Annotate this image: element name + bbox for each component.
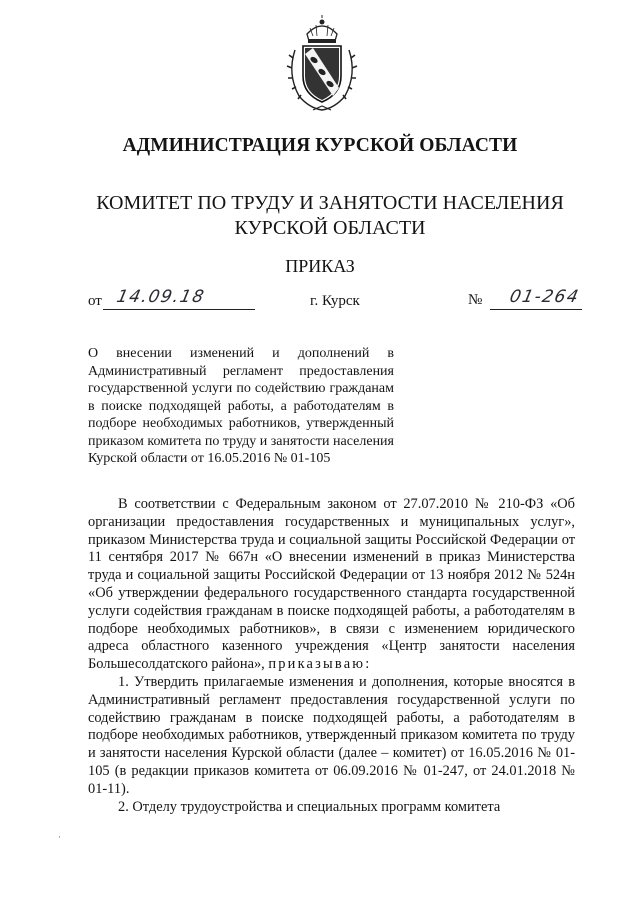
date-label: от <box>88 293 102 309</box>
scan-speck: · <box>58 832 61 842</box>
number-field <box>490 289 582 310</box>
number-value: 01-264 <box>507 287 582 307</box>
decree-word: приказываю: <box>268 656 372 673</box>
committee-title-line-1: КОМИТЕТ ПО ТРУДУ И ЗАНЯТОСТИ НАСЕЛЕНИЯ <box>96 192 564 214</box>
order-subject: О внесении изменений и дополнений в Административный регламент предоставления государственной услуги по содействию гражданам в поиске подходящей работы, а работодателям в подборе необходимых работников, утвержденный приказом комитета по труду и занятости населения Курской области от 16.05.2016 № 01-105 <box>88 346 394 466</box>
administration-title: АДМИНИСТРАЦИЯ КУРСКОЙ ОБЛАСТИ <box>122 135 518 156</box>
date-field <box>103 289 255 310</box>
preamble-paragraph <box>88 496 575 674</box>
committee-title <box>0 191 640 241</box>
number-label: № <box>468 292 483 308</box>
city-label: г. Курск <box>310 293 360 309</box>
coat-of-arms-emblem <box>283 14 361 114</box>
order-body <box>88 496 575 816</box>
item-2-paragraph: 2. Отделу трудоустройства и специальных программ комитета <box>118 798 501 815</box>
committee-title-line-2: КУРСКОЙ ОБЛАСТИ <box>234 217 426 239</box>
item-1-paragraph: 1. Утвердить прилагаемые изменения и дополнения, которые вносятся в Административный регламент предоставления государственной услуги по содействию гражданам в поиске подходящей работы, а работодателям в подборе необходимых работников, утвержденный приказом комитета по труду и занятости населения Курской области (далее – комитет) от 16.05.2016 № 01-105 (в редакции приказов комитета от 06.09.2016 № 01-247, от 24.01.2018 № 01-11). <box>88 673 575 797</box>
order-title: ПРИКАЗ <box>285 256 355 276</box>
preamble-text: В соответствии с Федеральным законом от 27.07.2010 № 210-ФЗ «Об организации предоставления государственных и муниципальных услуг», приказом Министерства труда и социальной защиты Российской Федерации от 11 сентября 2017 № 667н «О внесении изменений в приказ Министерства труда и социальной защиты Российской Федерации от 13 ноября 2012 № 524н «Об утверждении федерального государственного стандарта государственной услуги содействия гражданам в поиске подходящей работы, а работодателям в подборе необходимых работников», в связи с изменением юридического адреса областного казенного учреждения «Центр занятости населения Большесолдатского района», <box>88 496 575 673</box>
date-value: 14.09.18 <box>114 287 207 307</box>
order-meta-row <box>0 289 640 317</box>
